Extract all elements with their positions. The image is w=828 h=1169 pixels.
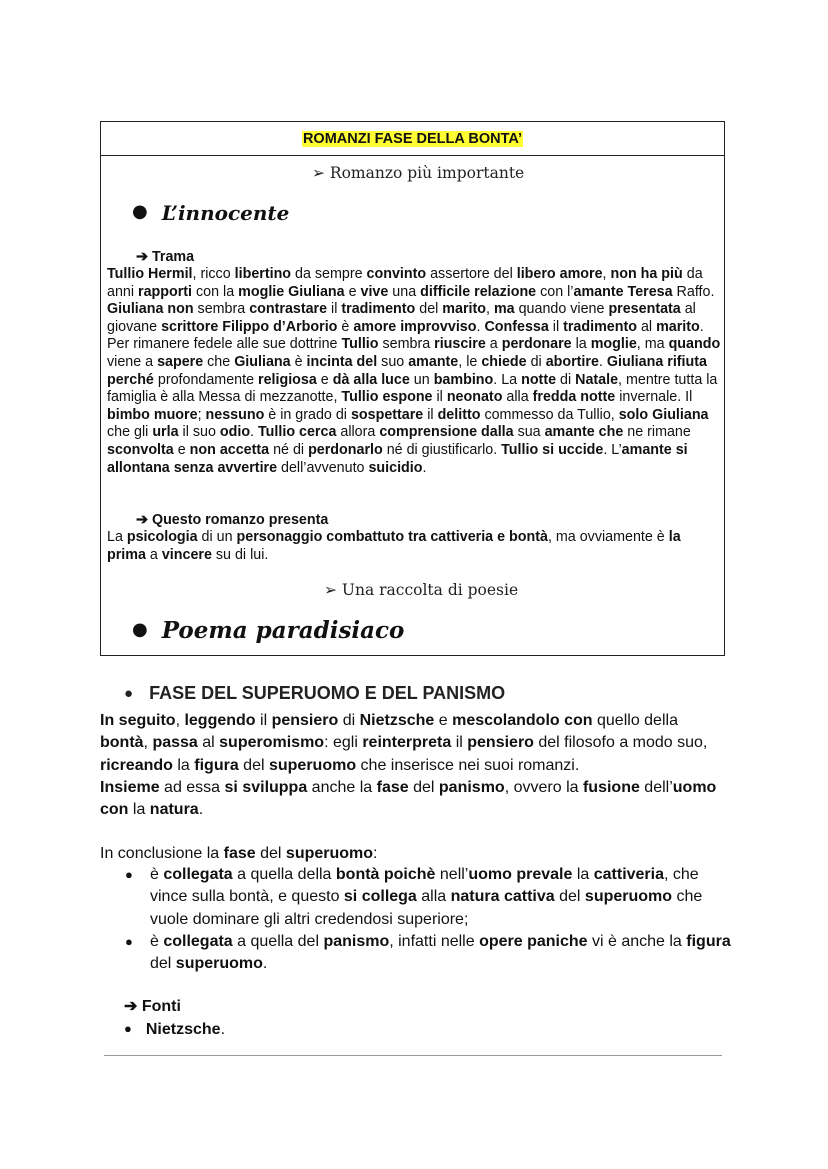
bullet-icon: ● (125, 867, 133, 882)
fonti-item-text: Nietzsche. (145, 1021, 226, 1038)
bullet-icon: ● (124, 1021, 132, 1036)
list-item (108, 931, 733, 976)
intro-paragraph: In seguito, leggendo il pensiero di Nietzsche e mescolandolo con quello della bontà, passa al superomismo: egli reinterpreta il pensiero del filosofo a modo suo, ricreando la figura del superuomo che inserisce nei suoi romanzi. Insieme ad essa si sviluppa anche la fase del panismo, ovvero la fusione dell’uomo con la natura. (100, 712, 717, 819)
bullet-icon: ● (132, 619, 148, 640)
box-header (101, 122, 724, 156)
bullet-icon: ● (124, 685, 134, 702)
bullet-icon: ● (125, 933, 133, 949)
list-item-text: è collegata a quella della bontà poichè nell’uomo prevale la cattiveria, che vince sulla bontà, e questo si collega alla natura cattiva del superuomo che vuole dominare gli altri credendosi superiore; (150, 866, 703, 928)
novel-title-text: L’innocente (161, 201, 290, 225)
box-header-title: ROMANZI FASE DELLA BONTA’ (302, 131, 523, 147)
poem-title-text: Poema paradisiaco (161, 617, 405, 644)
subheading-poetry-collection: ➢ Una raccolta di poesie (324, 581, 519, 599)
trama-label: ➔ Trama (136, 249, 195, 265)
subheading-most-important: ➢ Romanzo più importante (312, 164, 525, 182)
presenta-label: ➔ Questo romanzo presenta (136, 512, 329, 528)
section-title-superuomo (124, 683, 505, 704)
bullet-icon: ● (132, 201, 148, 222)
list-item (108, 864, 733, 931)
section-title-text: FASE DEL SUPERUOMO E DEL PANISMO (149, 683, 506, 703)
horizontal-rule (104, 1055, 722, 1056)
fonti-item (124, 1019, 225, 1041)
conclusion-line: In conclusione la fase del superuomo: (100, 845, 378, 862)
trama-paragraph: Tullio Hermil, ricco libertino da sempre convinto assertore del libero amore, non ha più da anni rapporti con la moglie Giuliana e vive una difficile relazione con l’amante Teresa Raffo. Giuliana non sembra contrastare il tradimento del marito, ma quando viene presentata al giovane scrittore Filippo d’Arborio è amore improvviso. Confessa il tradimento al marito. Per rimanere fedele alle sue dottrine Tullio sembra riuscire a perdonare la moglie, ma quando viene a sapere che Giuliana è incinta del suo amante, le chiede di abortire. Giuliana rifiuta perché profondamente religiosa e dà alla luce un bambino. La notte di Natale, mentre tutta la famiglia è alla Messa di mezzanotte, Tullio espone il neonato alla fredda notte invernale. Il bimbo muore; nessuno è in grado di sospettare il delitto commesso da Tullio, solo Giuliana che gli urla il suo odio. Tullio cerca allora comprensione dalla sua amante che ne rimane sconvolta e non accetta né di perdonarlo né di giustificarlo. Tullio si uccide. L’amante si allontana senza avvertire dell’avvenuto suicidio. (107, 266, 721, 476)
list-item-text: è collegata a quella del panismo, infatti nelle opere paniche vi è anche la figura del superuomo. (150, 932, 731, 973)
poem-title-paradisiaco (132, 617, 404, 644)
novel-title-linnocente (132, 201, 289, 225)
conclusion-list (108, 864, 733, 975)
fonti-label: ➔ Fonti (124, 998, 181, 1015)
presenta-paragraph: La psicologia di un personaggio combattuto tra cattiveria e bontà, ma ovviamente è la prima a vincere su di lui. (107, 529, 681, 563)
